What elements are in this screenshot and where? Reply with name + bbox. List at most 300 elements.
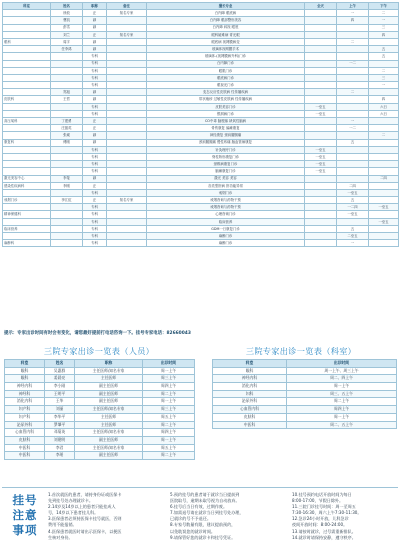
name-cell: 姜晨亮: [45, 375, 75, 383]
dept-cell: 消化内科: [213, 383, 287, 391]
specialty-cell: 皮肤美容门诊: [147, 103, 305, 110]
specialty-cell: 戒烟咨询与药物干预: [147, 204, 305, 211]
afternoon-cell: 五: [369, 46, 399, 53]
specialty-cell: 白内障 眼部整形美容: [147, 17, 305, 24]
dept-cell: 心血管内科: [213, 406, 287, 414]
dept-cell: [3, 168, 51, 175]
name-cell: 王哲: [51, 96, 83, 103]
note-line: 3.医保患者必须持医保卡挂号就医，否则: [48, 516, 122, 522]
title-cell: 专科: [83, 67, 107, 74]
table-row: [3, 53, 399, 60]
fullday-cell: [305, 17, 337, 24]
name-cell: 李小刚: [45, 383, 75, 391]
specialty-cell: 激光 美容 美容: [147, 175, 305, 182]
column-header: 科室: [3, 3, 51, 10]
note-line: 号，14岁以下患者挂儿科。: [48, 510, 99, 516]
morning-cell: [337, 31, 369, 38]
table-row: [3, 31, 399, 38]
name-cell: 邓菊英: [45, 429, 75, 437]
table-row: [5, 406, 195, 414]
fullday-cell: 一至五: [305, 168, 337, 175]
dept-cell: [3, 74, 51, 81]
title-cell: 专科: [83, 168, 107, 175]
afternoon-cell: [369, 38, 399, 45]
title-cell: 主任医师/知名专家: [75, 429, 143, 437]
note-cell: [107, 211, 147, 218]
time-cell: 周三上午: [143, 375, 195, 383]
afternoon-cell: 三: [369, 74, 399, 81]
specialty-cell: 临床营养: [147, 218, 305, 225]
dept-cell: [3, 110, 51, 117]
afternoon-cell: [369, 125, 399, 132]
afternoon-cell: 一: [369, 82, 399, 89]
afternoon-cell: [369, 211, 399, 218]
morning-cell: [337, 53, 369, 60]
note-cell: [107, 96, 147, 103]
note-cell: [107, 60, 147, 67]
note-cell: [107, 24, 147, 31]
afternoon-cell: [369, 233, 399, 240]
table-row: [3, 67, 399, 74]
title-cell: 副: [83, 38, 107, 45]
table-row: [3, 153, 399, 160]
note-cell: [107, 204, 147, 211]
expert-schedule-table: [2, 2, 399, 247]
dept-cell: [3, 161, 51, 168]
dept-cell: [3, 146, 51, 153]
title-cell: 专科: [83, 110, 107, 117]
title-cell: 副主任医师: [75, 398, 143, 406]
morning-cell: [337, 82, 369, 89]
specialty-cell: 白内障 眼底病: [147, 10, 305, 17]
dept-cell: [3, 53, 51, 60]
title-cell: 专科: [83, 82, 107, 89]
time-cell: 周一上午: [287, 383, 397, 391]
fullday-cell: [305, 10, 337, 17]
title-cell: 正: [83, 125, 107, 132]
time-cell: 周五上午: [143, 444, 195, 452]
table-row: [3, 233, 399, 240]
note-line: 1.首次就医的患者，请持身份证或医保卡: [48, 492, 122, 497]
fullday-cell: [305, 189, 337, 196]
note-cell: [107, 218, 147, 225]
dept-cell: 眼科: [5, 367, 45, 375]
column-header: 职称: [83, 3, 107, 10]
name-cell: [51, 218, 83, 225]
column-header: 姓名: [51, 3, 83, 10]
time-cell: 周二上午: [143, 452, 195, 460]
specialty-cell: GDM一日康复门诊: [147, 225, 305, 232]
title-cell: 专科: [83, 153, 107, 160]
morning-cell: 一二: [337, 125, 369, 132]
table-row: [3, 17, 399, 24]
afternoon-cell: [369, 60, 399, 67]
note-line: 8:00-17:00，节假日除外。: [292, 498, 344, 504]
name-cell: 李斐: [51, 175, 83, 182]
specialty-cell: 脊柱矫形康复门诊: [147, 153, 305, 160]
fullday-cell: [305, 46, 337, 53]
dept-cell: [3, 89, 51, 96]
morning-cell: [337, 153, 369, 160]
table-row: [5, 398, 195, 406]
dept-cell: [3, 132, 51, 139]
specialty-cell: 白内障门诊: [147, 60, 305, 67]
table-row: [213, 406, 397, 414]
dept-cell: 戒烟门诊: [3, 197, 51, 204]
afternoon-cell: [369, 240, 399, 247]
table-row: [5, 452, 195, 460]
dept-cell: 激光美容中心: [3, 175, 51, 182]
table-header-row: [3, 3, 399, 10]
dept-cell: [3, 125, 51, 132]
title-cell: 副: [83, 89, 107, 96]
title-cell: 专科: [83, 74, 107, 81]
title-cell: 副: [83, 175, 107, 182]
note-cell: [107, 146, 147, 153]
note-line: 14.就诊时请保持安静，遵守秩序。: [292, 534, 356, 540]
fullday-cell: [305, 233, 337, 240]
name-cell: [51, 53, 83, 60]
fullday-cell: [305, 74, 337, 81]
specialty-cell: 眼底病 视网膜病变: [147, 38, 305, 45]
specialty-cell: 脑瘫康复门诊: [147, 168, 305, 175]
table-row: [213, 398, 397, 406]
afternoon-cell: 二: [369, 10, 399, 17]
note-line: 8.专家号数量有限，建议提前预约，: [170, 522, 236, 528]
title-cell: 副: [83, 96, 107, 103]
morning-cell: 二: [337, 89, 369, 96]
dept-cell: [3, 60, 51, 67]
note-line: 13.请按时就诊，过号需重新排队。: [292, 528, 356, 534]
afternoon-cell: [369, 153, 399, 160]
fullday-cell: [305, 82, 337, 89]
dept-cell: [3, 204, 51, 211]
name-cell: 李江虹: [51, 197, 83, 204]
title-cell: 专科: [83, 211, 107, 218]
note-line: 5.预约挂号的患者请于就诊当日提前到: [170, 492, 240, 497]
note-cell: [107, 240, 147, 247]
time-cell: 周四上午: [143, 429, 195, 437]
morning-cell: [337, 96, 369, 103]
table-row: [5, 367, 195, 375]
note-cell: [107, 110, 147, 117]
fullday-cell: [305, 89, 337, 96]
note-cell: [107, 46, 147, 53]
dept-cell: 临床营养: [3, 225, 51, 232]
name-cell: 吴惠群: [45, 367, 75, 375]
title-cell: 专科: [83, 161, 107, 168]
schedule-rows: [3, 10, 399, 247]
time-cell: 周二上午: [143, 390, 195, 398]
table-row: [3, 118, 399, 125]
title-cell: 正: [83, 197, 107, 204]
note-line: 10.挂号预约电话开放时间为每日: [292, 492, 352, 497]
name-cell: [51, 103, 83, 110]
note-cell: 知名专家: [107, 31, 147, 38]
afternoon-cell: 六日: [369, 103, 399, 110]
dept-cell: 麻醉科: [3, 240, 51, 247]
fullday-cell: [305, 218, 337, 225]
note-line: 生核对身份。: [48, 534, 73, 540]
afternoon-cell: 一: [369, 17, 399, 24]
afternoon-cell: [369, 139, 399, 146]
dept-cell: [3, 10, 51, 17]
notes-column-3: [292, 492, 396, 541]
afternoon-cell: [369, 197, 399, 204]
specialty-cell: 颈椎病康复门诊: [147, 161, 305, 168]
note-cell: [107, 74, 147, 81]
name-cell: 刘丽: [45, 406, 75, 414]
personnel-table: [4, 359, 195, 460]
name-cell: 张崴: [51, 132, 83, 139]
note-cell: [107, 82, 147, 89]
table-row: [3, 103, 399, 110]
fullday-cell: [305, 96, 337, 103]
name-cell: [51, 82, 83, 89]
title-cell: 副主任医师: [75, 390, 143, 398]
note-line: 7.如需退号请在就诊当日到挂号处办理，: [170, 510, 244, 516]
name-cell: 丁建勇: [51, 118, 83, 125]
specialty-cell: 眼肌门诊: [147, 67, 305, 74]
afternoon-cell: 一至五: [369, 204, 399, 211]
specialty-cell: 眼底病门诊: [147, 74, 305, 81]
name-cell: 徐放: [51, 10, 83, 17]
afternoon-cell: 四: [369, 31, 399, 38]
note-cell: [107, 103, 147, 110]
note-line: 6.挂号后当日有效，过期作废。: [170, 504, 228, 510]
title-cell: 专科: [83, 233, 107, 240]
dept-cell: [3, 82, 51, 89]
time-cell: 周一上午: [143, 398, 195, 406]
dept-cell: 感染性疾病科: [3, 182, 51, 189]
title-cell: 副主任医师: [75, 436, 143, 444]
title-cell: 专科: [83, 225, 107, 232]
fullday-cell: [305, 197, 337, 204]
afternoon-cell: 六日: [369, 110, 399, 117]
column-header: 全天: [305, 3, 337, 10]
table-header-row: [5, 360, 195, 368]
dept-cell: [3, 67, 51, 74]
morning-cell: [337, 161, 369, 168]
note-line: 2.14岁及14岁以上的患者只能挂成人: [48, 504, 116, 510]
title-cell: 副: [83, 17, 107, 24]
note-cell: [107, 182, 147, 189]
afternoon-cell: [369, 118, 399, 125]
morning-cell: 二四: [337, 182, 369, 189]
name-cell: [51, 146, 83, 153]
morning-cell: 五: [337, 225, 369, 232]
table-row: [3, 240, 399, 247]
table-row: [3, 74, 399, 81]
note-line: 先到挂号处办理就诊卡。: [48, 498, 94, 504]
dept-cell: 妇产科: [5, 413, 45, 421]
name-cell: [51, 204, 83, 211]
fullday-cell: [305, 211, 337, 218]
table-row: [3, 10, 399, 17]
fullday-cell: [305, 240, 337, 247]
morning-cell: 一至五: [337, 189, 369, 196]
note-line: 11.三院门诊挂号时间：周一至周五: [292, 504, 356, 510]
title-cell: 主任医师: [75, 375, 143, 383]
table-row: [3, 204, 399, 211]
note-cell: [107, 161, 147, 168]
dept-cell: [3, 46, 51, 53]
title-cell: 专科: [83, 103, 107, 110]
registration-notes: [2, 487, 398, 543]
table-row: [213, 367, 397, 375]
dept-cell: 康复科: [3, 139, 51, 146]
table-row: [3, 168, 399, 175]
time-cell: 周一上午: [143, 436, 195, 444]
title-cell: 主任医师/知名专家: [75, 406, 143, 414]
name-cell: 李君: [45, 444, 75, 452]
table-row: [5, 390, 195, 398]
morning-cell: 五: [337, 197, 369, 204]
afternoon-cell: 三: [369, 24, 399, 31]
table-row: [5, 421, 195, 429]
name-cell: 周宇: [51, 38, 83, 45]
title-cell: 专科: [83, 218, 107, 225]
note-cell: [107, 168, 147, 175]
dept-cell: 心血管内科: [5, 429, 45, 437]
note-cell: 知名专家: [107, 197, 147, 204]
name-cell: 曹凯: [51, 17, 83, 24]
table-row: [3, 189, 399, 196]
name-cell: [51, 110, 83, 117]
dept-cell: [3, 24, 51, 31]
table-row: [5, 375, 195, 383]
note-cell: [107, 67, 147, 74]
fullday-cell: [305, 60, 337, 67]
fullday-cell: [305, 31, 337, 38]
morning-cell: [337, 46, 369, 53]
fullday-cell: [305, 118, 337, 125]
specialty-cell: 带状疱疹 过敏性皮肤病 性传播疾病: [147, 96, 305, 103]
column-header: 出诊时间: [287, 360, 397, 368]
specialty-cell: 眼科疑难病 青光眼: [147, 31, 305, 38]
specialty-cell: CO中毒 脑梗塞 缺氧性脑病: [147, 118, 305, 125]
dept-cell: 皮肤科: [213, 413, 287, 421]
name-cell: 刘兰: [51, 31, 83, 38]
note-line: 7:30-16:30，周六上午7:30-11:30。: [292, 510, 362, 516]
morning-cell: [337, 74, 369, 81]
name-cell: [51, 67, 83, 74]
dept-cell: [3, 233, 51, 240]
dept-cell: 高压氧科: [3, 118, 51, 125]
fullday-cell: [305, 182, 337, 189]
morning-cell: [337, 110, 369, 117]
dept-cell: [3, 218, 51, 225]
notes-title-line: 事项: [12, 523, 38, 537]
table-row: [213, 421, 397, 429]
fullday-cell: [305, 132, 337, 139]
dept-cell: 消化内科: [5, 398, 45, 406]
column-header: 姓名: [45, 360, 75, 368]
note-cell: [107, 139, 147, 146]
dept-cell: [3, 103, 51, 110]
fullday-cell: [305, 125, 337, 132]
time-cell: 周三、五上午: [287, 390, 397, 398]
time-cell: 周三上午: [143, 406, 195, 414]
name-cell: [51, 168, 83, 175]
morning-cell: [337, 146, 369, 153]
table-header-row: [213, 360, 397, 368]
dept-cell: 皮肤科: [5, 436, 45, 444]
title-cell: 副主任医师: [75, 383, 143, 391]
note-line: 12.急诊24小时开放，儿科急诊: [292, 516, 349, 522]
morning-cell: 一二四: [337, 204, 369, 211]
dept-cell: [3, 31, 51, 38]
note-cell: [107, 118, 147, 125]
specialty-cell: 心理咨询门诊: [147, 211, 305, 218]
dept-cell: [3, 17, 51, 24]
name-cell: [51, 225, 83, 232]
name-cell: [51, 233, 83, 240]
table-row: [3, 139, 399, 146]
table-row: [3, 218, 399, 225]
dept-cell: 神经科: [5, 390, 45, 398]
title-cell: 专科: [83, 53, 107, 60]
table-row: [3, 60, 399, 67]
time-cell: 周四上午: [143, 383, 195, 391]
afternoon-cell: [369, 189, 399, 196]
dept-cell: [3, 189, 51, 196]
dept-cell: 神经内科: [213, 375, 287, 383]
name-cell: 庄振英: [51, 125, 83, 132]
time-cell: 周一上午、周三上午: [287, 367, 397, 375]
specialty-cell: 银屑病门诊: [147, 110, 305, 117]
column-header: 备注: [107, 3, 147, 10]
note-cell: [107, 233, 147, 240]
title-cell: 专科: [83, 240, 107, 247]
name-cell: [51, 240, 83, 247]
table-row: [3, 132, 399, 139]
name-cell: 任李鸿: [51, 46, 83, 53]
fullday-cell: [305, 225, 337, 232]
name-cell: 郑旭: [51, 89, 83, 96]
name-cell: 王明平: [45, 390, 75, 398]
table-row: [3, 225, 399, 232]
column-header: 下午: [369, 3, 399, 10]
specialty-cell: 麻醉门诊: [147, 233, 305, 240]
afternoon-cell: [369, 89, 399, 96]
afternoon-cell: 二四: [369, 175, 399, 182]
name-cell: [51, 161, 83, 168]
note-cell: [107, 89, 147, 96]
title-cell: 正: [83, 31, 107, 38]
morning-cell: [337, 218, 369, 225]
name-cell: 刘建明: [45, 436, 75, 444]
note-cell: [107, 153, 147, 160]
time-cell: 周一上午: [143, 367, 195, 375]
fullday-cell: [305, 67, 337, 74]
table-row: [3, 110, 399, 117]
note-line: 医院取号，逾期未取号视为自动放弃。: [170, 498, 240, 504]
morning-cell: [337, 103, 369, 110]
note-cell: [107, 189, 147, 196]
table-row: [213, 413, 397, 421]
morning-cell: 二: [337, 38, 369, 45]
specialty-cell: 神经康复 颈肩腰腿痛: [147, 132, 305, 139]
table-row: [5, 436, 195, 444]
fullday-cell: 一至五: [305, 161, 337, 168]
table-row: [5, 429, 195, 437]
afternoon-cell: [369, 182, 399, 189]
morning-cell: 一: [337, 10, 369, 17]
name-cell: 傅刚: [51, 139, 83, 146]
morning-cell: 四: [337, 17, 369, 24]
afternoon-cell: 四: [369, 96, 399, 103]
